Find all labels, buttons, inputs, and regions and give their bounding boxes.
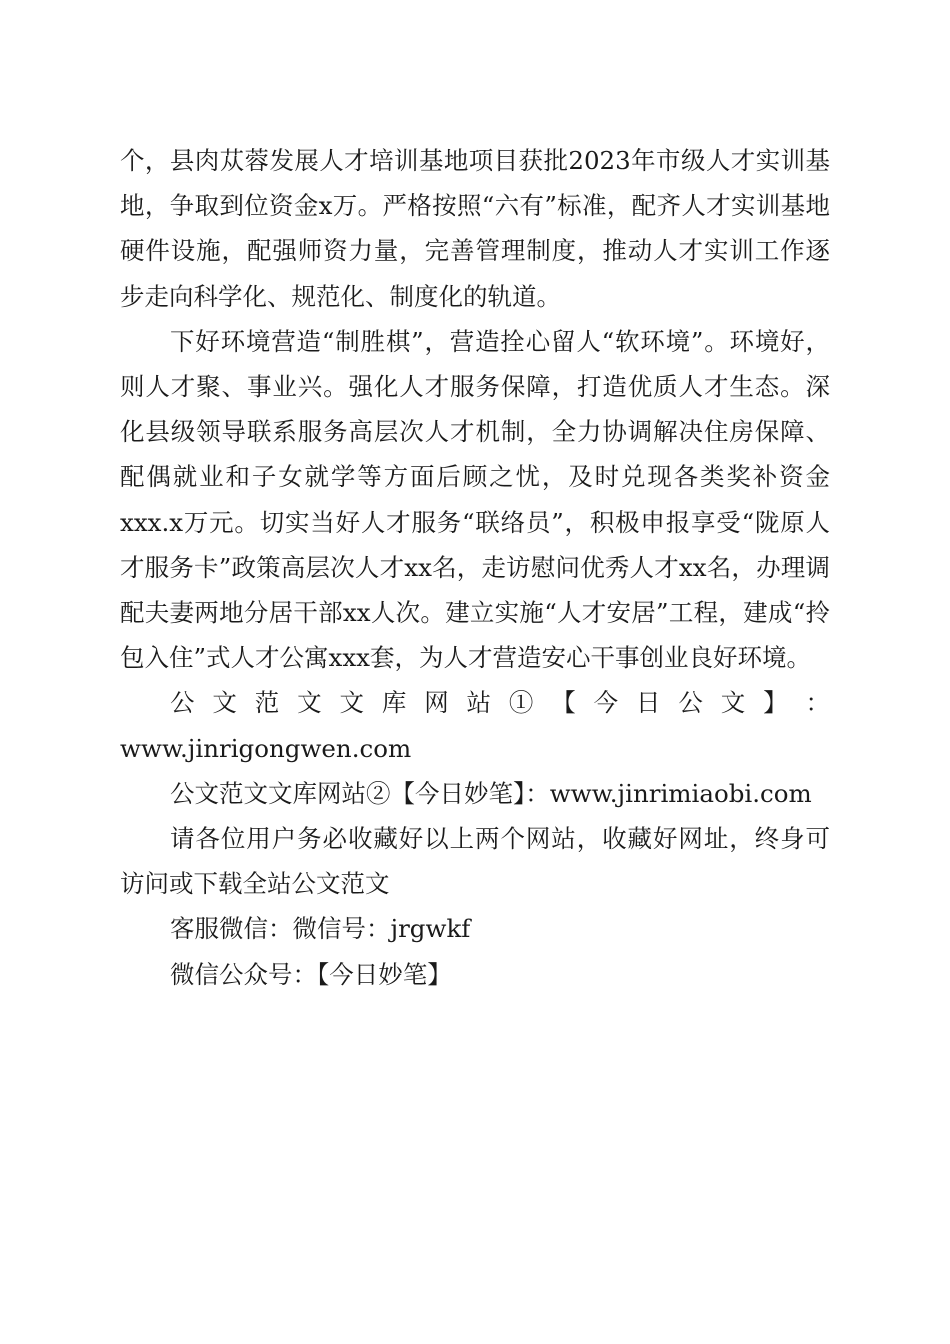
website2-line: 公文范文文库网站②【今日妙笔】：www.jinrimiaobi.com (170, 778, 812, 808)
bookmark-notice: 请各位用户务必收藏好以上两个网站，收藏好网址，终身可访问或下载全站公文范文 (120, 824, 830, 899)
service-wechat: 客服微信：微信号：jrgwkf (170, 914, 471, 944)
document-body (120, 138, 830, 997)
website1-label: 公 文 范 文 文 库 网 站 ① 【 今 日 公 文 】 ： (170, 688, 830, 718)
website1-url: www.jinrigongwen.com (120, 733, 412, 763)
official-account: 微信公众号：【今日妙笔】 (170, 959, 452, 989)
paragraph-talent-base: 个，县肉苁蓉发展人才培训基地项目获批2023年市级人才实训基地，争取到位资金x万。严格按照“六有”标准，配齐人才实训基地硬件设施，配强师资力量，完善管理制度，推动人才实训工作逐步走向科学化、规范化、制度化的轨道。 (120, 146, 830, 311)
paragraph-environment: 下好环境营造“制胜棋”，营造拴心留人“软环境”。环境好，则人才聚、事业兴。强化人才服务保障，打造优质人才生态。深化县级领导联系服务高层次人才机制，全力协调解决住房保障、配偶就业和子女就学等方面后顾之忧，及时兑现各类奖补资金xxx.x万元。切实当好人才服务“联络员”，积极申报享受“陇原人才服务卡”政策高层次人才xx名，走访慰问优秀人才xx名，办理调配夫妻两地分居干部xx人次。建立实施“人才安居”工程，建成“拎包入住”式人才公寓xxx套，为人才营造安心干事创业良好环境。 (120, 326, 830, 673)
